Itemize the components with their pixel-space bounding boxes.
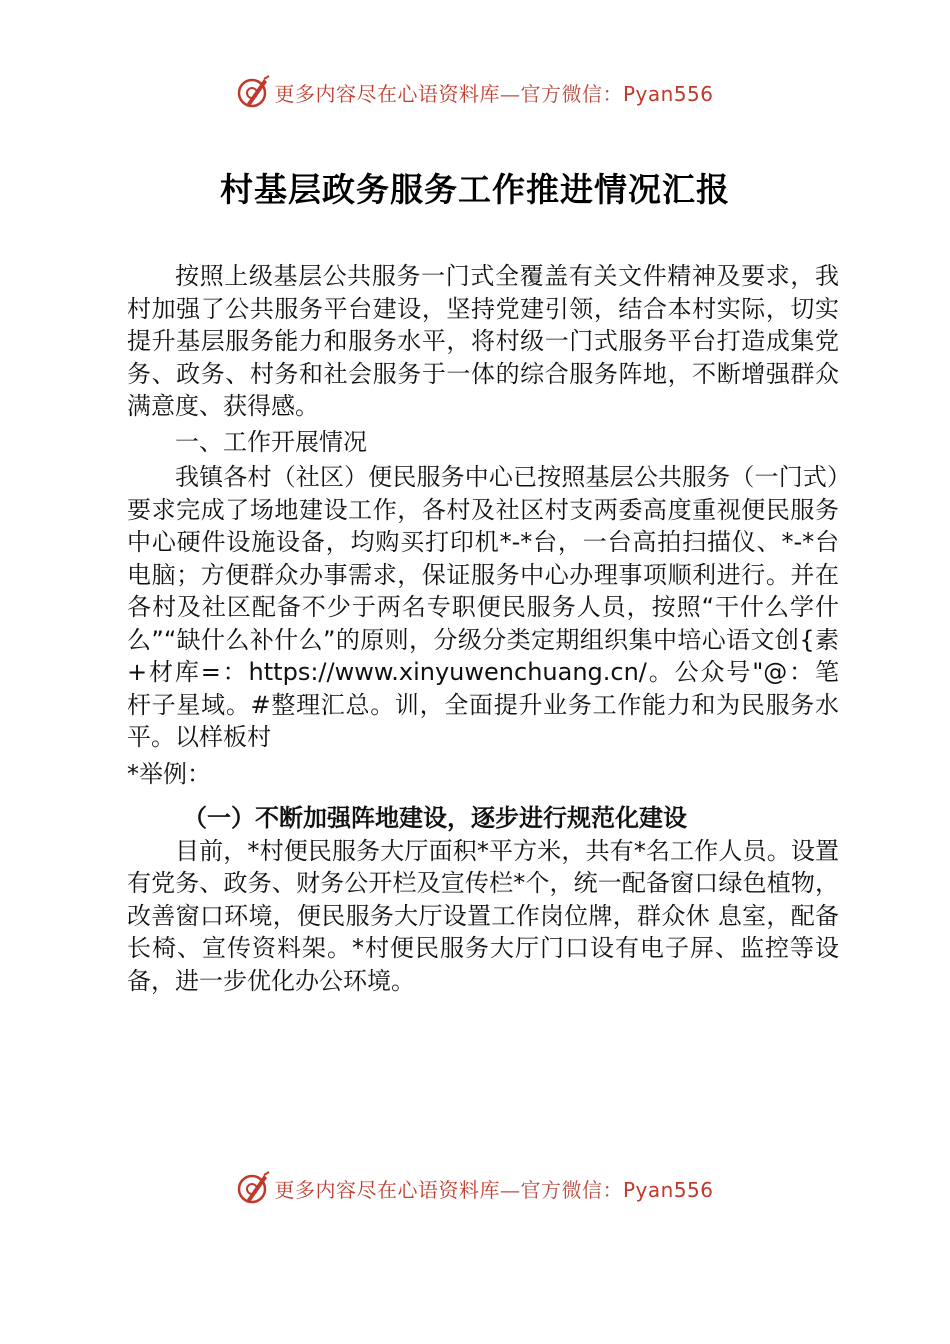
document-body bbox=[127, 260, 839, 997]
subsection-paragraph: 目前，*村便民服务大厅面积*平方米，共有*名工作人员。设置有党务、政务、财务公开栏及宣传栏*个，统一配备窗口绿色植物，改善窗口环境，便民服务大厅设置工作岗位牌，群众休 息室，配备长椅、宣传资料架。*村便民服务大厅门口设有电子屏、监控等设备，进一步优化办公环境。 bbox=[127, 836, 839, 995]
header-watermark bbox=[0, 72, 950, 112]
watermark-main: 更多内容尽在心语资料库 bbox=[274, 1177, 500, 1202]
intro-paragraph: 按照上级基层公共服务一门式全覆盖有关文件精神及要求，我村加强了公共服务平台建设，坚持党建引领，结合本村实际，切实提升基层服务能力和服务水平，将村级一门式服务平台打造成集党务、政务、村务和社会服务于一体的综合服务阵地，不断增强群众满意度、获得感。 bbox=[127, 262, 839, 420]
watermark-wechat-id: Pyan556 bbox=[622, 81, 714, 106]
watermark-main: 更多内容尽在心语资料库 bbox=[274, 81, 500, 106]
watermark-separator: —官方微信： bbox=[499, 1177, 623, 1202]
subsection-heading: （一）不断加强阵地建设，逐步进行规范化建设 bbox=[183, 804, 687, 832]
section-heading: 一、工作开展情况 bbox=[175, 427, 367, 456]
quill-pen-logo-icon bbox=[236, 75, 270, 109]
section-paragraph: 我镇各村（社区）便民服务中心已按照基层公共服务（一门式）要求完成了场地建设工作，各村及社区村支两委高度重视便民服务中心硬件设施设备，均购买打印机*-*台，一台高拍扫描仪、*-*台电脑；方便群众办事需求，保证服务中心办理事项顺利进行。并在各村及社区配备不少于两名专职便民服务人员，按照“干什么学什么”“缺什么补什么”的原则，分级分类定期组织集中培心语文创{素+材库=：https://www.xinyuwenchuang.cn/。公众号"@：笔杆子星域。#整理汇总。训，全面提升业务工作能力和为民服务水平。以样板村 bbox=[127, 463, 839, 751]
footer-watermark bbox=[0, 1168, 950, 1208]
watermark-wechat-id: Pyan556 bbox=[622, 1177, 714, 1202]
watermark-text bbox=[274, 1174, 713, 1203]
watermark-separator: —官方微信： bbox=[499, 81, 623, 106]
document-title: 村基层政务服务工作推进情况汇报 bbox=[220, 170, 730, 209]
quill-pen-logo-icon bbox=[236, 1171, 270, 1205]
example-line: *举例： bbox=[127, 759, 211, 788]
watermark-text bbox=[274, 78, 713, 107]
